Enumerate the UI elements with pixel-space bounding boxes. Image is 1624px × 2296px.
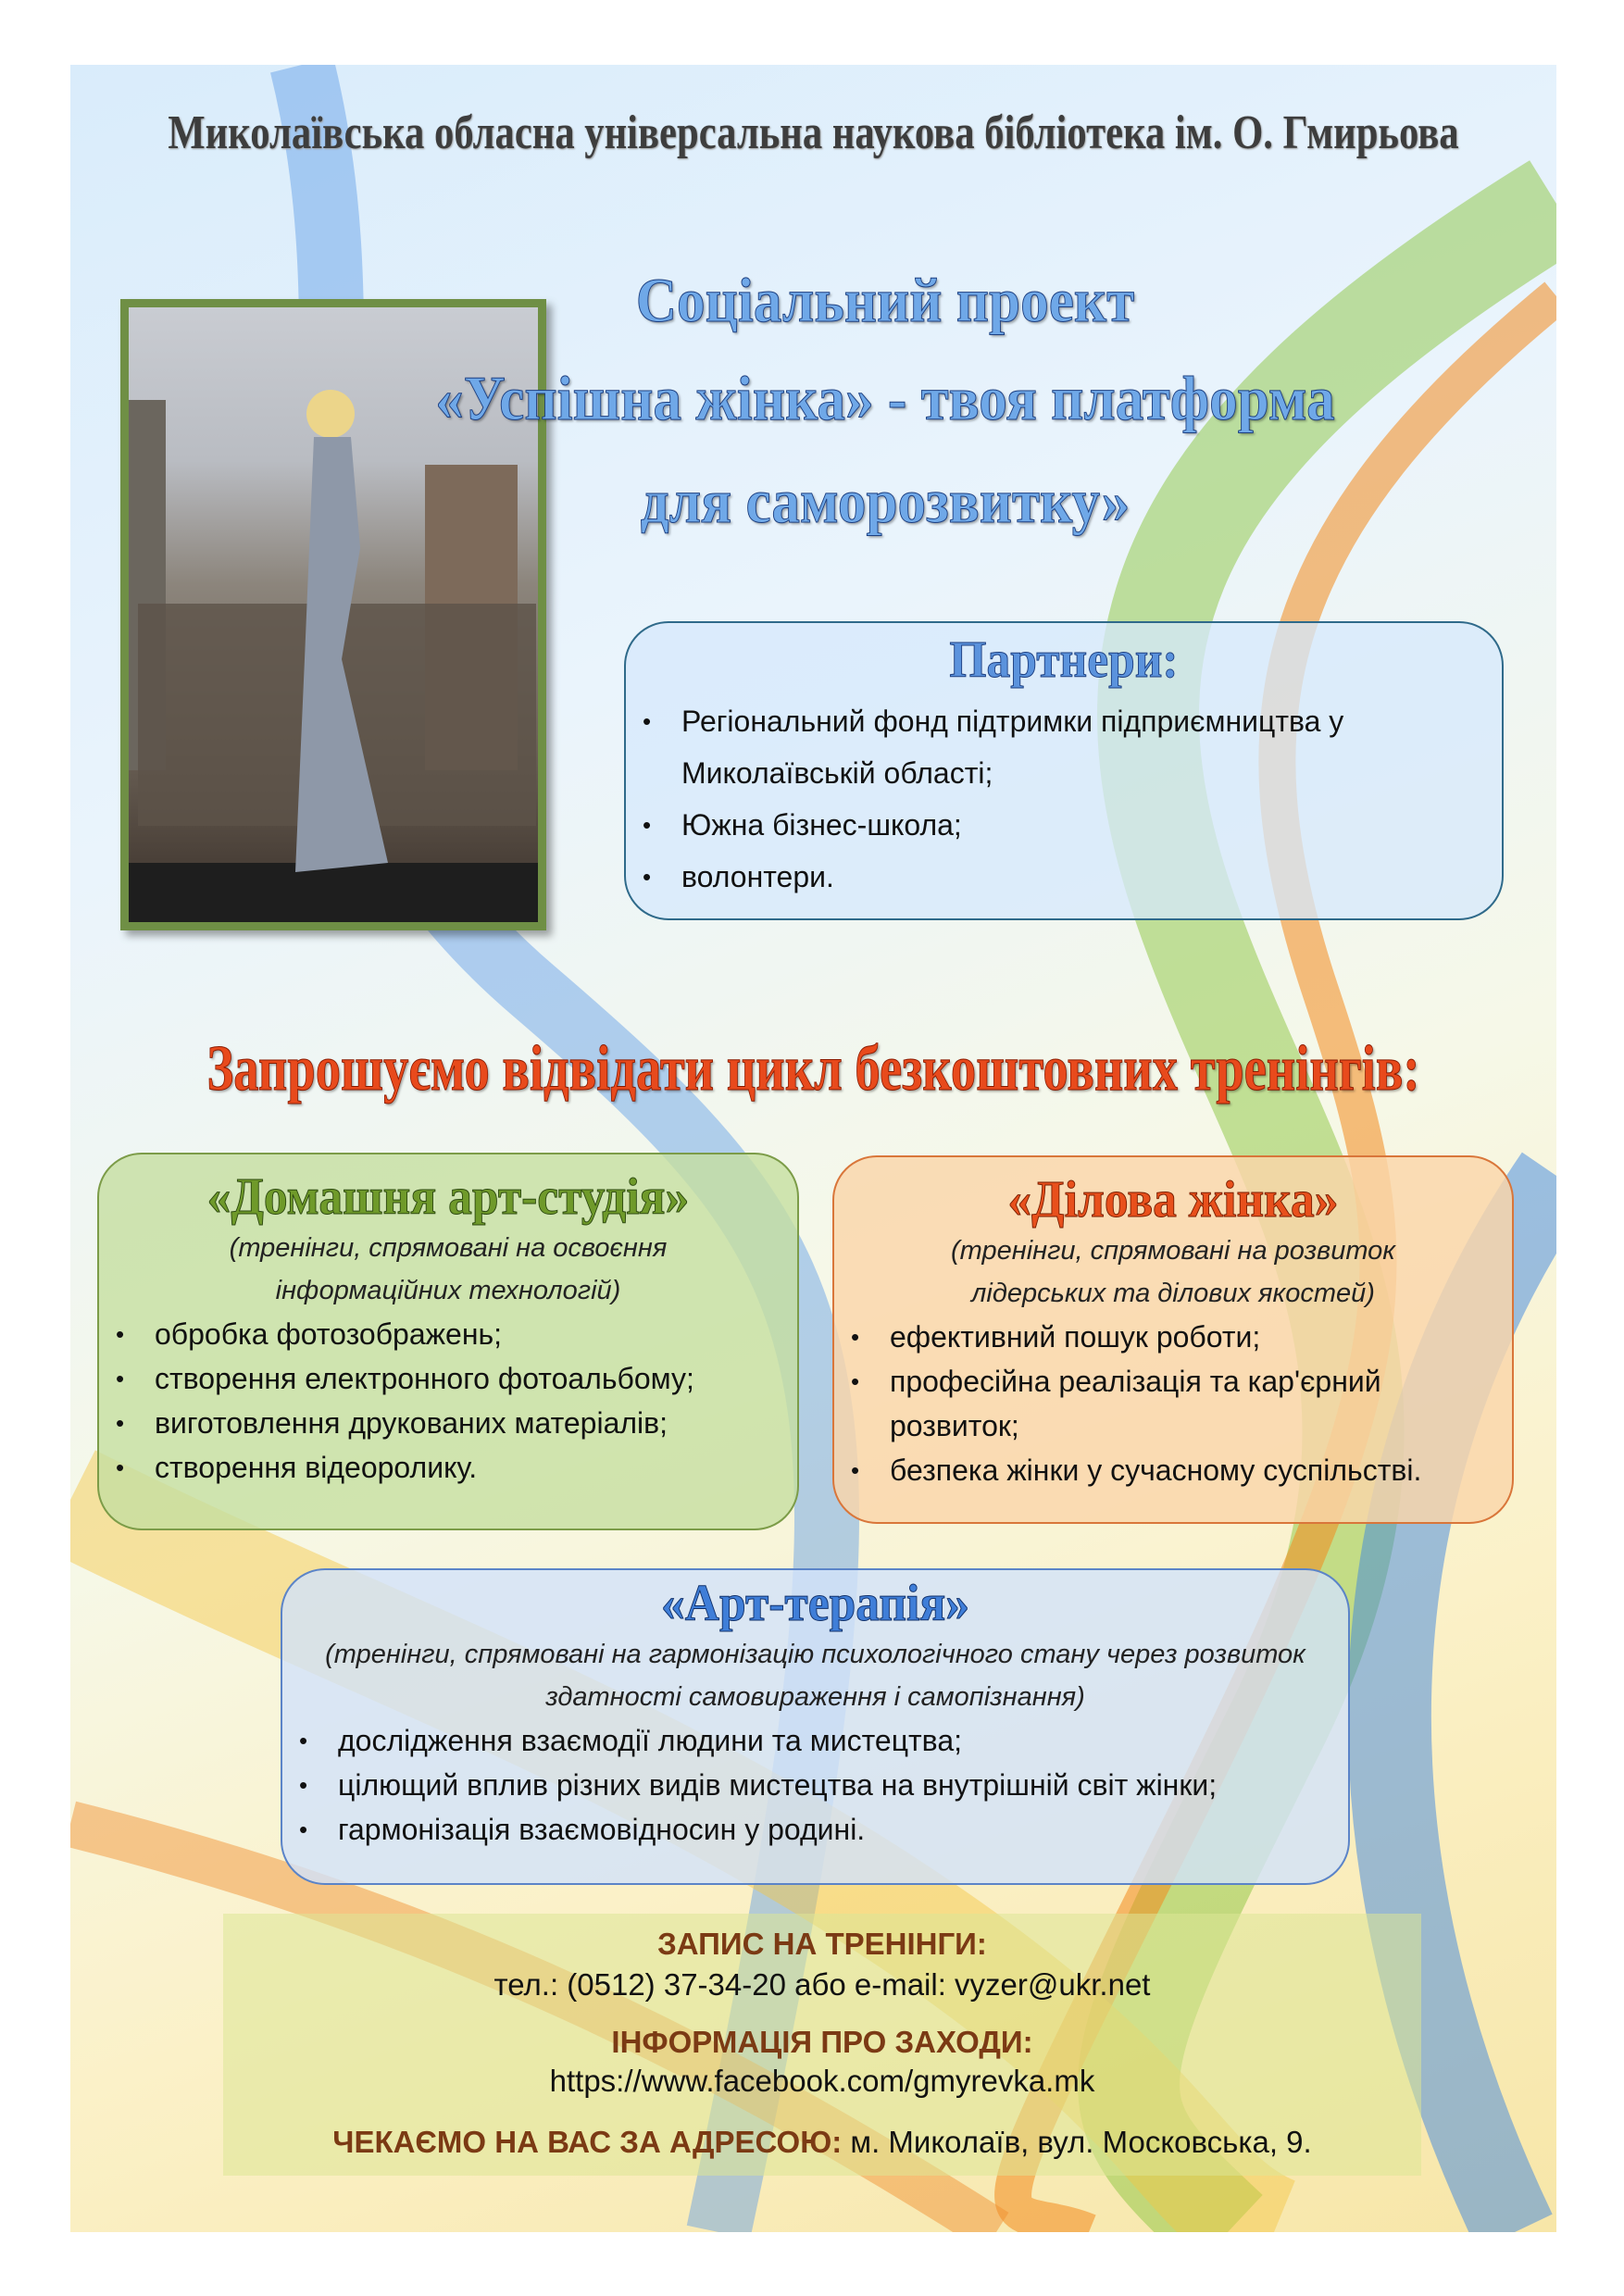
training-box-art-therapy: [281, 1568, 1350, 1885]
contact-footer: [223, 1914, 1421, 2176]
training-item: • дослідження взаємодії людини та мистецтва;: [282, 1718, 1348, 1763]
signup-heading: ЗАПИС НА ТРЕНІНГИ:: [657, 1927, 987, 1961]
training-item: • обробка фотозображень;: [99, 1312, 797, 1356]
info-heading: ІНФОРМАЦІЯ ПРО ЗАХОДИ:: [611, 2025, 1033, 2059]
training-title: «Ділова жінка»: [1007, 1171, 1339, 1229]
training-item: • гармонізація взаємовідносин у родині.: [282, 1807, 1348, 1852]
partner-item: • Южна бізнес-школа;: [626, 799, 1474, 851]
training-item: • ефективний пошук роботи;: [834, 1315, 1493, 1359]
partner-item: • волонтери.: [626, 851, 1474, 903]
partners-heading: Партнери:: [949, 631, 1179, 689]
address-heading: ЧЕКАЄМО НА ВАС ЗА АДРЕСОЮ:: [332, 2125, 843, 2159]
training-item: • безпека жінки у сучасному суспільстві.: [834, 1448, 1493, 1492]
partner-item: • Регіональний фонд підтримки підприємництва у Миколаївській області;: [626, 695, 1474, 799]
facebook-link[interactable]: https://www.facebook.com/gmyrevka.mk: [549, 2064, 1095, 2098]
project-title-line-1: Соціальний проект: [635, 265, 1135, 335]
training-subtitle: (тренінги, спрямовані на гармонізацію психологічного стану через розвиток здатності самовираження і самопізнання): [325, 1640, 1305, 1712]
training-title: «Арт-терапія»: [661, 1575, 969, 1632]
partners-box: [624, 621, 1504, 920]
training-subtitle: (тренінги, спрямовані на розвиток лідерських та ділових якостей): [951, 1236, 1395, 1308]
contact-info[interactable]: тел.: (0512) 37-34-20 або e-mail: vyzer@ukr.net: [493, 1967, 1151, 2002]
training-box-home-art-studio: [97, 1153, 799, 1530]
training-item: • професійна реалізація та кар'єрний розвиток;: [834, 1359, 1493, 1448]
training-item: • створення відеоролику.: [99, 1445, 797, 1490]
library-name: Миколаївська обласна універсальна наукова бібліотека ім. О. Гмирьова: [168, 106, 1459, 159]
training-item: • виготовлення друкованих матеріалів;: [99, 1401, 797, 1445]
project-title-line-2: «Успішна жінка» - твоя платформа: [435, 363, 1335, 433]
poster: [70, 65, 1556, 2232]
training-subtitle: (тренінги, спрямовані на освоєння інформаційних технологій): [229, 1233, 668, 1305]
training-item: • цілющий вплив різних видів мистецтва на внутрішній світ жінки;: [282, 1763, 1348, 1807]
training-box-business-woman: [832, 1155, 1514, 1524]
project-title-line-3: для саморозвитку»: [640, 466, 1131, 536]
training-title: «Домашня арт-студія»: [206, 1168, 690, 1226]
address: м. Миколаїв, вул. Московська, 9.: [842, 2125, 1312, 2159]
training-item: • створення електронного фотоальбому;: [99, 1356, 797, 1401]
invitation-heading: Запрошуємо відвідати цикл безкоштовних тренінгів:: [206, 1033, 1420, 1104]
